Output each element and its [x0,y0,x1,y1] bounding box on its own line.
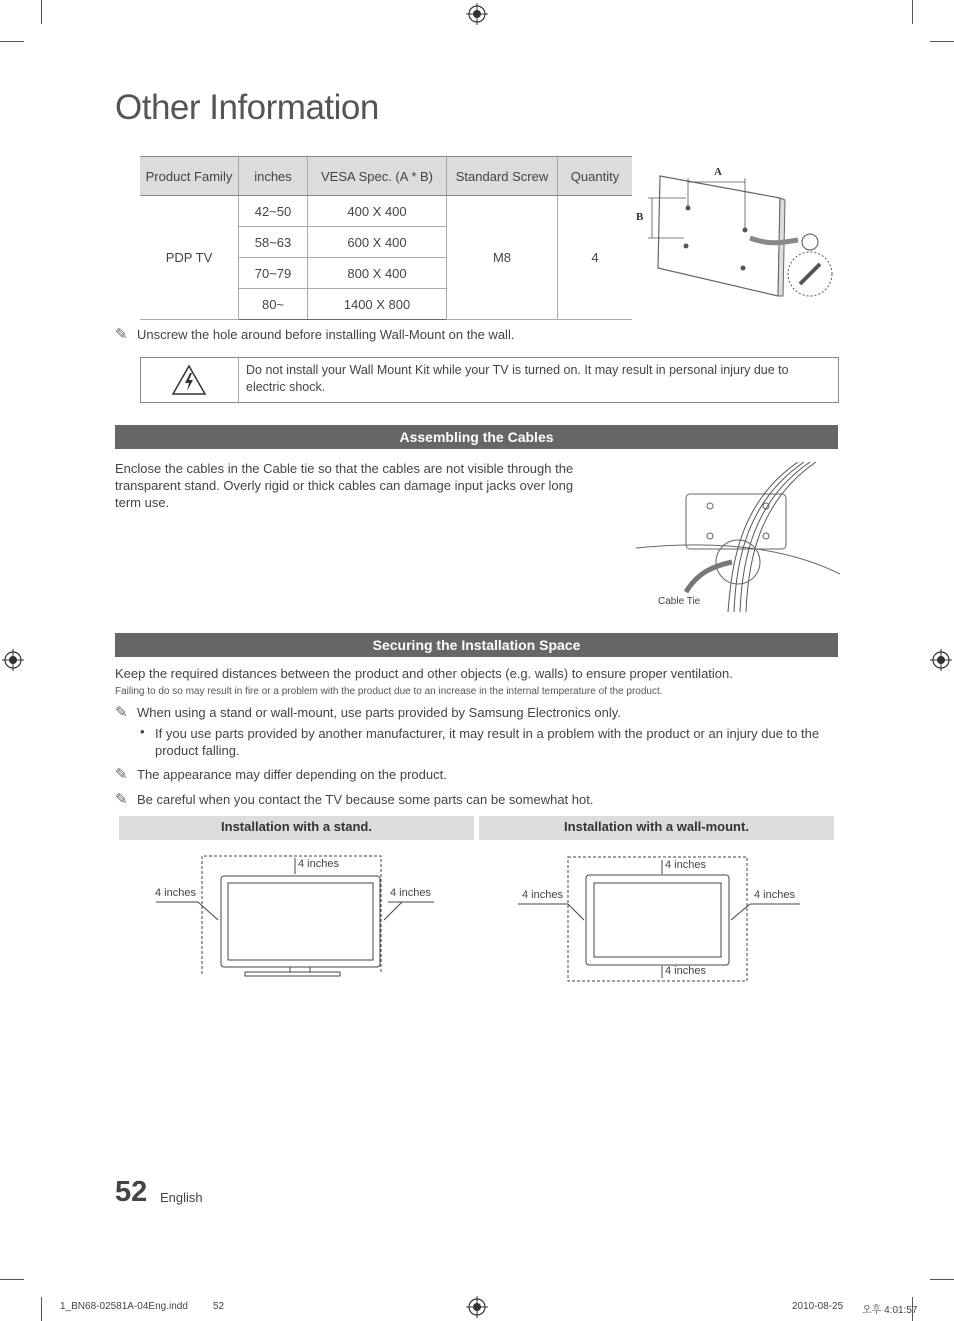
dimension-b-label: B [636,211,644,223]
note-pencil-icon: ✎ [115,704,128,721]
footer-filename: 1_BN68-02581A-04Eng.indd [60,1301,188,1312]
distance-label-top: 4 inches [298,858,339,870]
inches-cell: 80~ [239,289,308,320]
page-number: 52 [115,1176,148,1208]
vesa-cell: 800 X 400 [308,258,447,289]
section-heading-space: Securing the Installation Space [115,633,838,657]
page-title: Other Information [115,88,379,127]
inches-cell: 58~63 [239,227,308,258]
distance-label-right: 4 inches [390,887,431,899]
warning-box [140,357,839,403]
space-text: Keep the required distances between the product and other objects (e.g. walls) to ensure proper ventilation. [115,666,733,681]
note-parts: ✎ When using a stand or wall-mount, use parts provided by Samsung Electronics only. [115,704,621,721]
note-hot: ✎ Be careful when you contact the TV because some parts can be somewhat hot. [115,791,594,808]
note-pencil-icon: ✎ [115,326,128,343]
inches-cell: 42~50 [239,196,308,227]
crop-mark [0,41,24,42]
registration-mark-icon [466,1296,488,1318]
table-header: Standard Screw [447,157,558,196]
distance-label-right: 4 inches [754,889,795,901]
note-unscrew: ✎ Unscrew the hole around before installing Wall-Mount on the wall. [115,326,515,343]
wall-installation-diagram [516,852,806,984]
warning-text: Do not install your Wall Mount Kit while your TV is turned on. It may result in personal injury due to electric shock. [246,363,789,394]
crop-mark [912,0,913,24]
stand-heading: Installation with a stand. [119,816,474,840]
registration-mark-icon [2,649,24,671]
note-appearance: ✎ The appearance may differ depending on the product. [115,766,447,783]
table-header: Product Family [140,157,239,196]
space-small-text: Failing to do so may result in fire or a problem with the product due to an increase in the internal temperature of the product. [115,686,663,697]
cable-tie-diagram [636,462,840,612]
footer-time: 오후 4:01:57 [862,1305,918,1316]
table-header: VESA Spec. (A * B) [308,157,447,196]
registration-mark-icon [930,649,952,671]
stand-installation-diagram [150,852,440,980]
vesa-cell: 400 X 400 [308,196,447,227]
vesa-cell: 600 X 400 [308,227,447,258]
registration-mark-icon [466,3,488,25]
distance-label-left: 4 inches [522,889,563,901]
table-row [140,196,632,227]
quantity-cell: 4 [558,196,633,320]
crop-mark [0,1279,24,1280]
distance-label-top: 4 inches [665,859,706,871]
inches-cell: 70~79 [239,258,308,289]
vesa-cell: 1400 X 800 [308,289,447,320]
warning-electric-icon [171,364,207,396]
product-family-cell: PDP TV [140,196,239,320]
table-header: inches [239,157,308,196]
crop-mark [930,1279,954,1280]
dimension-a-label: A [714,166,722,178]
note-pencil-icon: ✎ [115,766,128,783]
crop-mark [41,0,42,24]
wall-mount-spec-table [140,156,632,320]
cables-text: Enclose the cables in the Cable tie so that the cables are not visible through the transparent stand. Overly rigid or thick cables can damage input jacks over long term use. [115,461,574,510]
crop-mark [930,41,954,42]
footer-page: 52 [213,1301,225,1312]
table-header: Quantity [558,157,633,196]
cable-tie-label: Cable Tie [658,596,701,607]
distance-label-bottom: 4 inches [665,965,706,977]
distance-label-left: 4 inches [155,887,196,899]
screw-cell: M8 [447,196,558,320]
note-pencil-icon: ✎ [115,791,128,808]
bullet-icon: • [140,724,145,739]
page-language: English [160,1190,203,1205]
section-heading-cables: Assembling the Cables [115,425,838,449]
footer-date: 2010-08-25 [792,1301,844,1312]
tv-back-mount-diagram [630,158,840,303]
crop-mark [41,1297,42,1321]
bullet-text: If you use parts provided by another manufacturer, it may result in a problem with the product or an injury due to the product falling. [155,726,820,758]
wall-heading: Installation with a wall-mount. [479,816,834,840]
